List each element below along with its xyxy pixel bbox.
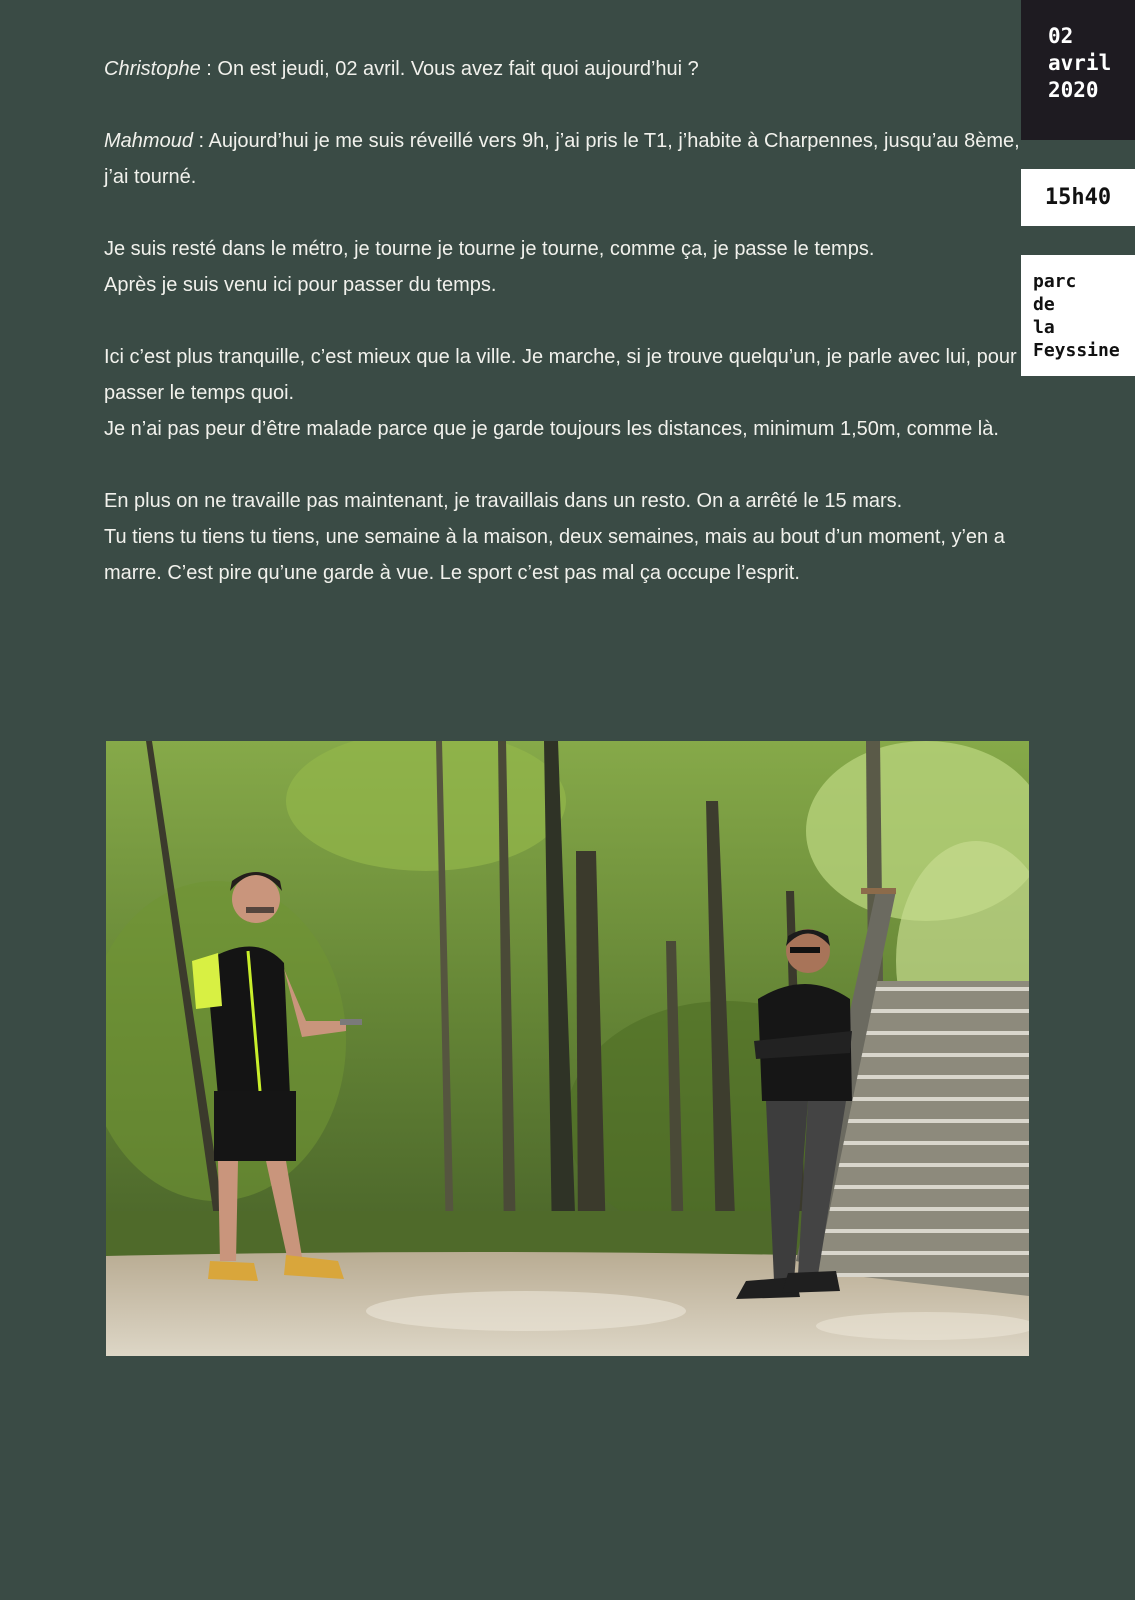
- paragraph-line: Je suis resté dans le métro, je tourne je tourne je tourne, comme ça, je passe le temps.: [104, 238, 875, 260]
- place-word: de: [1033, 294, 1055, 315]
- dialogue-answer: [104, 123, 1029, 195]
- park-photo-illustration: [106, 741, 1029, 1356]
- dialogue-line: : Aujourd’hui je me suis réveillé vers 9h, j’ai pris le T1, j’habite à Charpennes, jusqu’au 8ème, j’ai tourné.: [104, 130, 1020, 188]
- date-day: 02: [1048, 24, 1074, 48]
- dialogue-question: [104, 51, 1029, 87]
- paragraph-line: Je n’ai pas peur d’être malade parce que je garde toujours les distances, minimum 1,50m, comme là.: [104, 418, 999, 440]
- place-word: Feyssine: [1033, 340, 1120, 361]
- dialogue-line: : On est jeudi, 02 avril. Vous avez fait quoi aujourd’hui ?: [200, 58, 699, 80]
- paragraph-line: Tu tiens tu tiens tu tiens, une semaine à la maison, deux semaines, mais au bout d’un moment, y’en a marre. C’est pire qu’une garde à vue. Le sport c’est pas mal ça occupe l’esprit.: [104, 526, 1005, 584]
- time-tag: 15h40: [1021, 169, 1135, 226]
- date-tag: [1021, 0, 1135, 140]
- paragraph-line: En plus on ne travaille pas maintenant, je travaillais dans un resto. On a arrêté le 15 mars.: [104, 490, 903, 512]
- park-photo: [106, 741, 1029, 1356]
- date-year: 2020: [1048, 78, 1099, 102]
- paragraph: [104, 483, 1029, 591]
- speaker-name: Mahmoud: [104, 130, 193, 152]
- place-tag: [1021, 255, 1135, 376]
- date-month: avril: [1048, 51, 1112, 75]
- paragraph: [104, 339, 1029, 447]
- speaker-name: Christophe: [104, 58, 201, 80]
- paragraph-line: Ici c’est plus tranquille, c’est mieux que la ville. Je marche, si je trouve quelqu’un, je parle avec lui, pour passer le temps quoi.: [104, 346, 1017, 404]
- place-word: la: [1033, 317, 1055, 338]
- interview-text: [104, 51, 1029, 627]
- place-word: parc: [1033, 271, 1077, 292]
- paragraph-line: Après je suis venu ici pour passer du temps.: [104, 274, 497, 296]
- paragraph: [104, 231, 1029, 303]
